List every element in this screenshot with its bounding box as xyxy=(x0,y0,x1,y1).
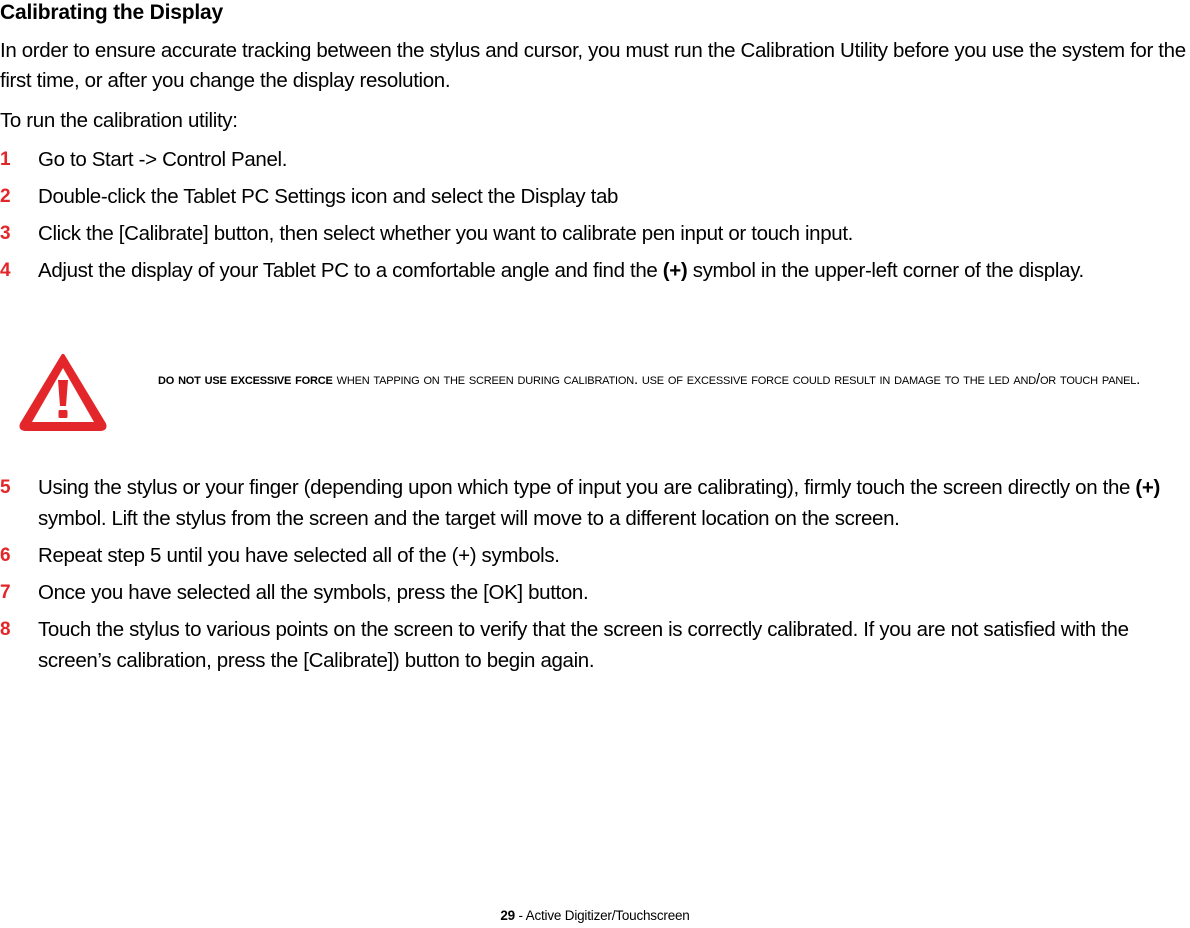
step-number: 1 xyxy=(0,149,11,170)
step-number: 5 xyxy=(0,477,11,498)
step-number: 3 xyxy=(0,223,11,244)
footer-section-title: - Active Digitizer/Touchscreen xyxy=(515,908,690,923)
warning-body: when tapping on the screen during calibration. use of excessive force could result in damage to the led and/or touch panel. xyxy=(332,371,1141,388)
list-item xyxy=(0,144,1190,175)
plus-symbol-label: (+) xyxy=(662,259,688,282)
list-item xyxy=(0,577,1190,608)
step-text: Click the [Calibrate] button, then select whether you want to calibrate pen input or touch input. xyxy=(38,222,854,245)
step-number: 8 xyxy=(0,619,11,640)
page-footer xyxy=(0,906,1190,926)
list-item xyxy=(0,181,1190,212)
step-text: Once you have selected all the symbols, press the [OK] button. xyxy=(38,581,589,604)
list-item xyxy=(0,255,1190,286)
warning-lead: do not use excessive force xyxy=(158,371,333,388)
plus-symbol-label: (+) xyxy=(1135,476,1160,499)
intro-paragraph: In order to ensure accurate tracking between the stylus and cursor, you must run the Calibration Utility before you use the system for the first time, or after you change the display resolution. xyxy=(0,39,1186,92)
step-list-part2 xyxy=(0,472,1190,682)
step-list-part1 xyxy=(0,144,1190,292)
page-number: 29 xyxy=(500,908,515,923)
step-number: 4 xyxy=(0,260,11,281)
step-text: Double-click the Tablet PC Settings icon and select the Display tab xyxy=(38,185,619,208)
list-item xyxy=(0,614,1190,676)
step-text: Touch the stylus to various points on the screen to verify that the screen is correctly calibrated. If you are not satisfied with the screen’s calibration, press the [Calibrate]) button to begin again. xyxy=(38,618,1129,672)
step-text: Repeat step 5 until you have selected all of the (+) symbols. xyxy=(38,544,560,567)
step-number: 7 xyxy=(0,582,11,603)
list-item xyxy=(0,218,1190,249)
step-number: 6 xyxy=(0,545,11,566)
step-text: Go to Start -> Control Panel. xyxy=(38,148,288,171)
list-item xyxy=(0,472,1190,534)
section-heading: Calibrating the Display xyxy=(0,1,223,24)
warning-text xyxy=(158,368,1190,392)
step-text: Adjust the display of your Tablet PC to a comfortable angle and find the (+) symbol in the upper-left corner of the display. xyxy=(38,259,1084,282)
step-number: 2 xyxy=(0,186,11,207)
list-item xyxy=(0,540,1190,571)
run-instruction: To run the calibration utility: xyxy=(0,109,238,132)
step-text: Using the stylus or your finger (depending upon which type of input you are calibrating), firmly touch the screen directly on the (+) symbol. Lift the stylus from the screen and the target will move to a different location on the screen. xyxy=(38,476,1160,530)
warning-callout xyxy=(18,352,1190,434)
warning-triangle-icon xyxy=(18,352,108,432)
